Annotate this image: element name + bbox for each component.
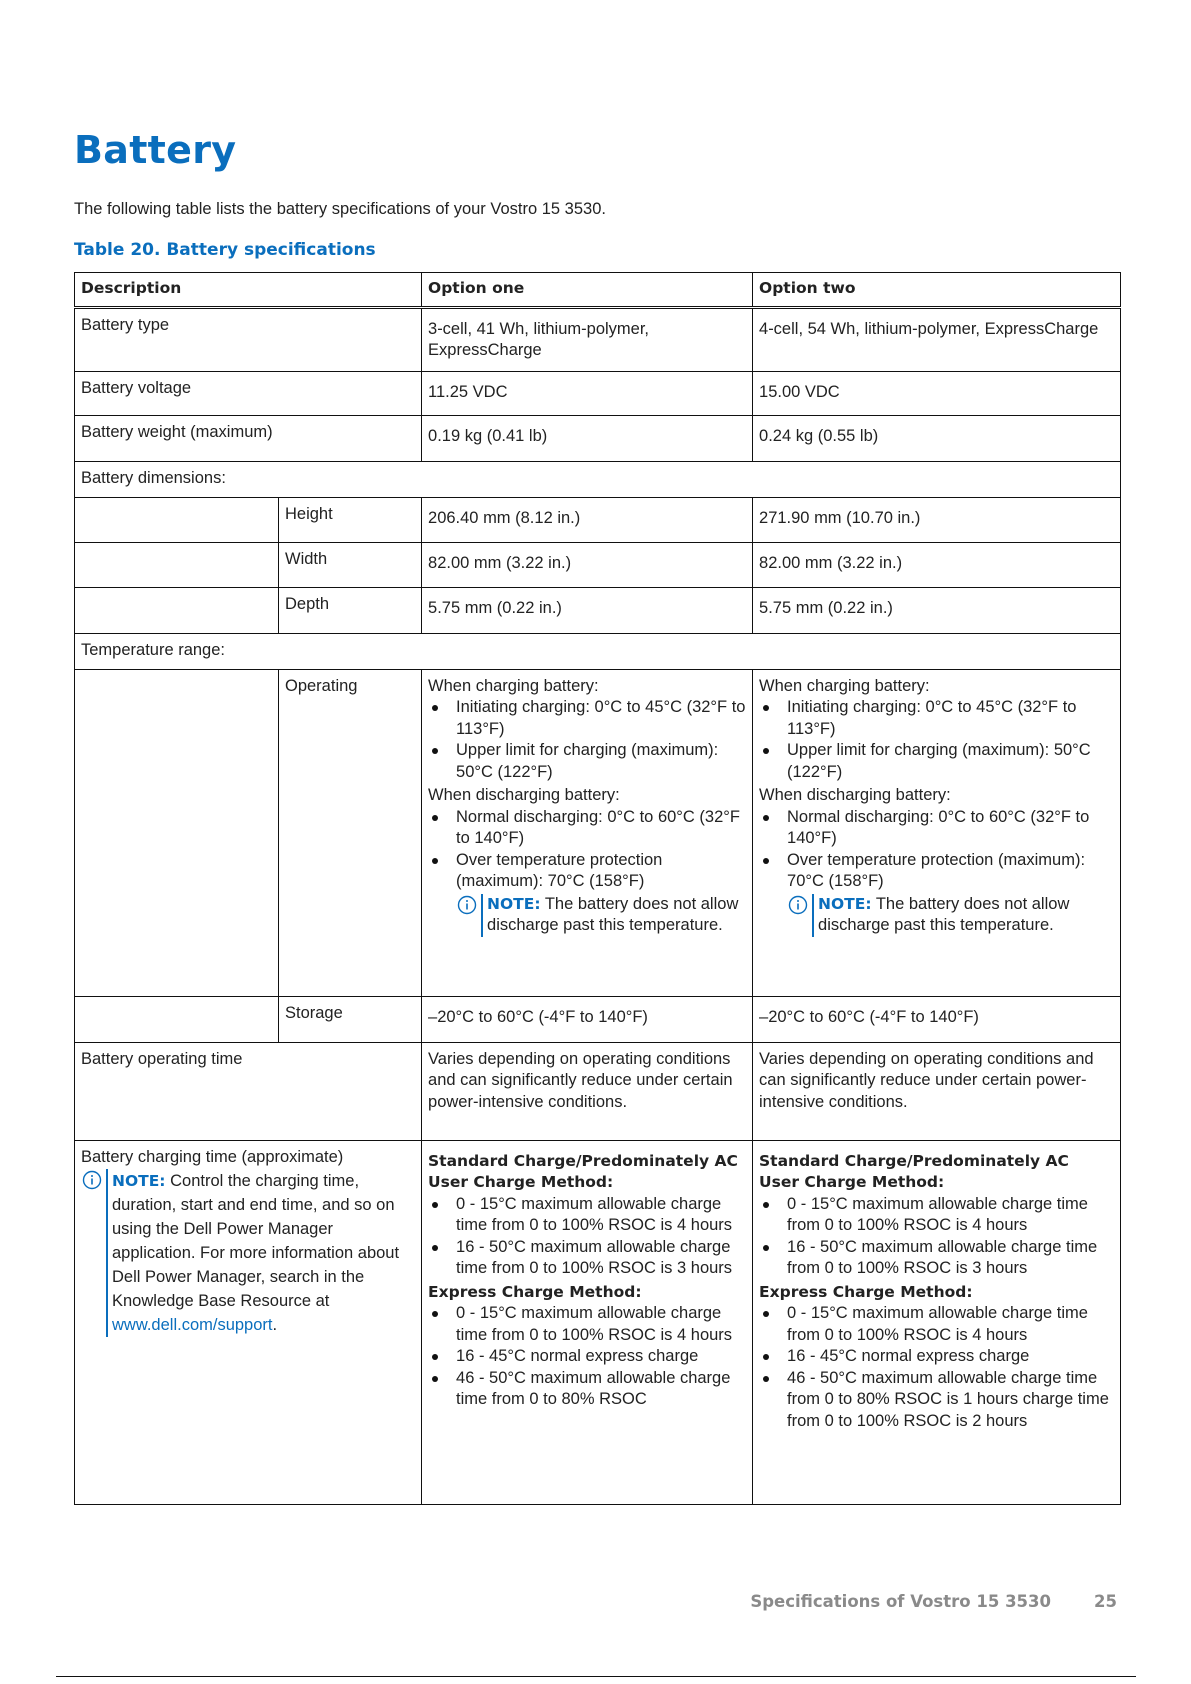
table-row: [75, 996, 1121, 1042]
table-caption: Table 20. Battery specifications: [74, 240, 376, 260]
row-group-label: Temperature range:: [75, 633, 1121, 669]
list-item: 46 - 50°C maximum allowable charge time from 0 to 80% RSOC is 1 hours charge time from 0 to 100% RSOC is 2 hours: [759, 1368, 1114, 1433]
list-item: Upper limit for charging (maximum): 50°C (122°F): [759, 740, 1114, 783]
info-icon: [81, 1170, 103, 1192]
sub-row-label: Height: [279, 497, 422, 542]
charging-list: [428, 697, 746, 783]
list-item: 16 - 45°C normal express charge: [428, 1346, 746, 1368]
note-end: .: [272, 1316, 278, 1334]
row-label: Battery voltage: [75, 371, 422, 415]
cell-option-one: 82.00 mm (3.22 in.): [422, 542, 753, 587]
cell-option-two: 5.75 mm (0.22 in.): [753, 587, 1121, 633]
list-item: 16 - 45°C normal express charge: [759, 1346, 1114, 1368]
note-label: NOTE:: [487, 894, 541, 913]
table-row: [75, 633, 1121, 669]
cell-option-one: 5.75 mm (0.22 in.): [422, 587, 753, 633]
table-row: [75, 587, 1121, 633]
sub-row-label: Storage: [279, 996, 422, 1042]
list-item: 16 - 50°C maximum allowable charge time from 0 to 100% RSOC is 3 hours: [428, 1237, 746, 1280]
list-item: 16 - 50°C maximum allowable charge time from 0 to 100% RSOC is 3 hours: [759, 1237, 1114, 1280]
charging-list: [759, 697, 1114, 783]
cell-option-two: [753, 1140, 1121, 1504]
cell-option-one: –20°C to 60°C (-4°F to 140°F): [422, 996, 753, 1042]
list-item: Initiating charging: 0°C to 45°C (32°F to 113°F): [759, 697, 1114, 740]
note-body: [812, 894, 1114, 937]
empty-cell: [75, 542, 279, 587]
table-row: [75, 497, 1121, 542]
note-label: NOTE:: [112, 1172, 166, 1190]
list-item: 0 - 15°C maximum allowable charge time from 0 to 100% RSOC is 4 hours: [428, 1194, 746, 1237]
row-group-label: Battery dimensions:: [75, 461, 1121, 497]
table-row: [75, 461, 1121, 497]
table-row: [75, 542, 1121, 587]
page-number: 25: [1094, 1592, 1117, 1611]
cell-option-one: 206.40 mm (8.12 in.): [422, 497, 753, 542]
note: [787, 894, 1114, 937]
table-row: [75, 1140, 1121, 1504]
list-item: 0 - 15°C maximum allowable charge time from 0 to 100% RSOC is 4 hours: [759, 1194, 1114, 1237]
cell-option-one: 3-cell, 41 Wh, lithium-polymer, ExpressCharge: [422, 307, 753, 371]
express-list: [759, 1303, 1114, 1432]
standard-heading: Standard Charge/Predominately AC User Charge Method:: [759, 1151, 1069, 1191]
support-link[interactable]: www.dell.com/support: [112, 1316, 273, 1334]
discharging-heading: When discharging battery:: [759, 786, 951, 804]
header-description: Description: [75, 273, 422, 308]
cell-option-two: [753, 669, 1121, 996]
bottom-rule: [56, 1676, 1136, 1677]
cell-option-one: 11.25 VDC: [422, 371, 753, 415]
note-text: Control the charging time, duration, start and end time, and so on using the Dell Power Manager application. For more information about Dell Power Manager, search in the Knowledge Base Resource at: [112, 1172, 400, 1310]
discharging-list: [428, 807, 746, 893]
cell-option-two: 0.24 kg (0.55 lb): [753, 415, 1121, 461]
table-row: [75, 415, 1121, 461]
row-label: [75, 1140, 422, 1504]
intro-text: The following table lists the battery specifications of your Vostro 15 3530.: [74, 200, 606, 218]
list-item: Normal discharging: 0°C to 60°C (32°F to 140°F): [759, 807, 1114, 850]
cell-option-one: [422, 669, 753, 996]
empty-cell: [75, 497, 279, 542]
cell-option-one: [422, 1140, 753, 1504]
discharging-list: [759, 807, 1114, 893]
cell-option-two: –20°C to 60°C (-4°F to 140°F): [753, 996, 1121, 1042]
note: [456, 894, 746, 937]
cell-option-two: 271.90 mm (10.70 in.): [753, 497, 1121, 542]
list-item: Over temperature protection (maximum): 70°C (158°F): [759, 850, 1114, 893]
cell-option-two: 4-cell, 54 Wh, lithium-polymer, ExpressCharge: [753, 307, 1121, 371]
table-row: [75, 1042, 1121, 1140]
note: [81, 1169, 415, 1337]
empty-cell: [75, 587, 279, 633]
note-label: NOTE:: [818, 894, 872, 913]
empty-cell: [75, 669, 279, 996]
battery-spec-table: [74, 272, 1121, 1505]
list-item: Over temperature protection (maximum): 70°C (158°F): [428, 850, 746, 893]
row-label: Battery operating time: [75, 1042, 422, 1140]
list-item: Initiating charging: 0°C to 45°C (32°F to 113°F): [428, 697, 746, 740]
sub-row-label: Depth: [279, 587, 422, 633]
cell-option-one: Varies depending on operating conditions and can significantly reduce under certain power-intensive conditions.: [422, 1042, 753, 1140]
note-text: The battery does not allow discharge past this temperature.: [487, 894, 739, 934]
cell-option-two: 15.00 VDC: [753, 371, 1121, 415]
sub-row-label: Operating: [279, 669, 422, 996]
table-header-row: [75, 273, 1121, 308]
cell-option-two: Varies depending on operating conditions and can significantly reduce under certain power-intensive conditions.: [753, 1042, 1121, 1140]
row-label: Battery type: [75, 307, 422, 371]
table-row: [75, 669, 1121, 996]
charging-heading: When charging battery:: [428, 676, 599, 695]
note-body: [106, 1169, 415, 1337]
charging-time-label: Battery charging time (approximate): [81, 1147, 344, 1166]
charging-heading: When charging battery:: [759, 676, 930, 695]
list-item: 0 - 15°C maximum allowable charge time from 0 to 100% RSOC is 4 hours: [759, 1303, 1114, 1346]
list-item: 46 - 50°C maximum allowable charge time from 0 to 80% RSOC: [428, 1368, 746, 1411]
express-heading: Express Charge Method:: [759, 1282, 973, 1301]
table-row: [75, 371, 1121, 415]
list-item: 0 - 15°C maximum allowable charge time from 0 to 100% RSOC is 4 hours: [428, 1303, 746, 1346]
list-item: Upper limit for charging (maximum): 50°C (122°F): [428, 740, 746, 783]
standard-list: [428, 1194, 746, 1280]
page-title: Battery: [74, 128, 237, 172]
note-body: [481, 894, 746, 937]
express-list: [428, 1303, 746, 1411]
header-option-two: Option two: [753, 273, 1121, 308]
standard-list: [759, 1194, 1114, 1280]
footer-section-title: Specifications of Vostro 15 3530: [750, 1592, 1051, 1611]
header-option-one: Option one: [422, 273, 753, 308]
empty-cell: [75, 996, 279, 1042]
table-row: [75, 307, 1121, 371]
standard-heading: Standard Charge/Predominately AC User Charge Method:: [428, 1151, 738, 1191]
note-text: The battery does not allow discharge past this temperature.: [818, 894, 1070, 934]
discharging-heading: When discharging battery:: [428, 786, 620, 804]
list-item: Normal discharging: 0°C to 60°C (32°F to 140°F): [428, 807, 746, 850]
express-heading: Express Charge Method:: [428, 1282, 642, 1301]
cell-option-two: 82.00 mm (3.22 in.): [753, 542, 1121, 587]
row-label: Battery weight (maximum): [75, 415, 422, 461]
info-icon: [787, 895, 809, 917]
sub-row-label: Width: [279, 542, 422, 587]
info-icon: [456, 895, 478, 917]
cell-option-one: 0.19 kg (0.41 lb): [422, 415, 753, 461]
